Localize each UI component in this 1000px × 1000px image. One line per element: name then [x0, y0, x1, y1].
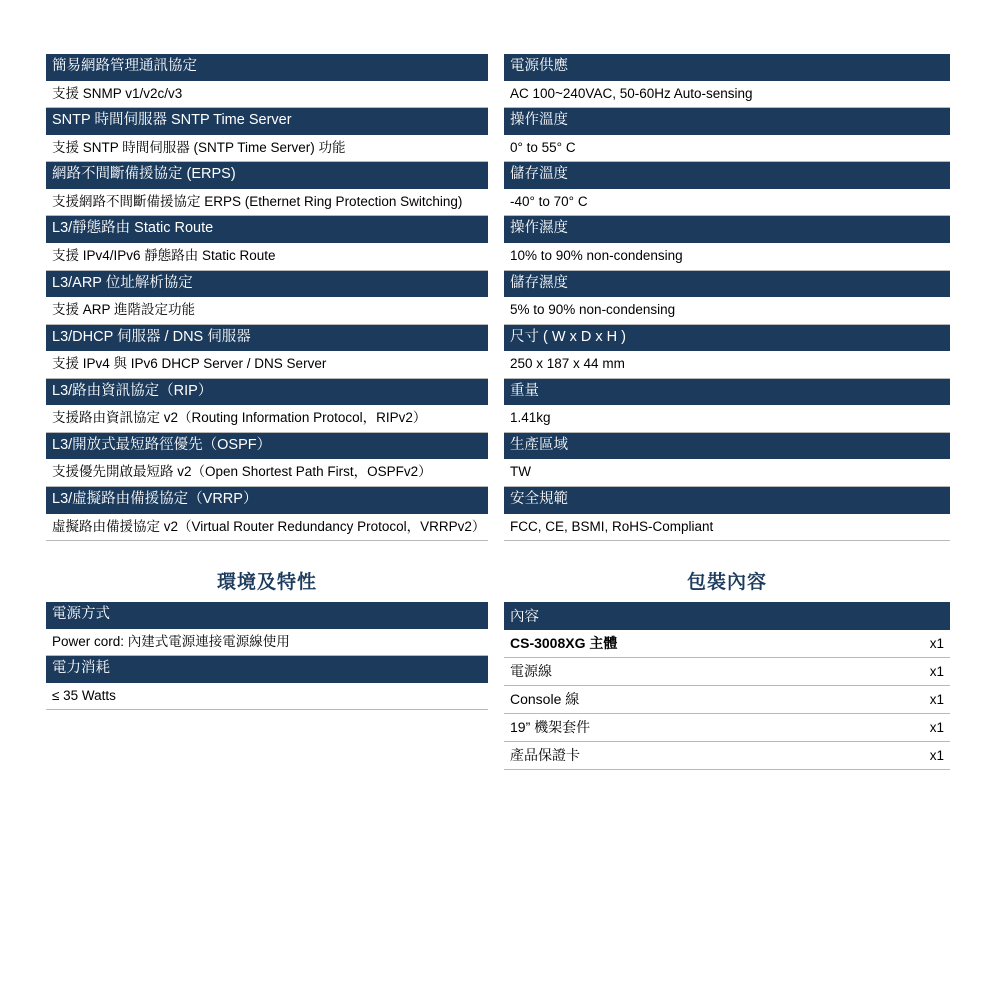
spec-value-text: FCC, CE, BSMI, RoHS-Compliant — [504, 514, 950, 541]
package-item-name: 電源線 — [504, 658, 878, 686]
package-item-qty: x1 — [878, 686, 950, 714]
spec-header-row — [504, 324, 950, 351]
spec-header-row — [504, 270, 950, 297]
spec-value-text: TW — [504, 459, 950, 486]
package-item-name: CS-3008XG 主體 — [504, 630, 878, 658]
spec-value-text: 0° to 55° C — [504, 135, 950, 162]
spec-header-label: L3/ARP 位址解析協定 — [46, 270, 488, 297]
package-item-name: Console 線 — [504, 686, 878, 714]
spec-value-text: 支援網路不間斷備援協定 ERPS (Ethernet Ring Protection Switching) — [46, 189, 488, 216]
spec-value-text: ≤ 35 Watts — [46, 683, 488, 710]
spec-header-row — [504, 487, 950, 514]
spec-header-label: 重量 — [504, 378, 950, 405]
spec-value-row — [46, 189, 488, 216]
spec-header-label: 操作濕度 — [504, 216, 950, 243]
spec-header-label: 尺寸 ( W x D x H ) — [504, 324, 950, 351]
spec-value-text: 支援優先開啟最短路 v2（Open Shortest Path First，OSPFv2） — [46, 459, 488, 486]
spec-value-text: 支援路由資訊協定 v2（Routing Information Protocol，RIPv2） — [46, 405, 488, 432]
spec-header-row — [46, 108, 488, 135]
spec-header-row — [46, 216, 488, 243]
spec-header-label: 電源供應 — [504, 54, 950, 81]
left-specs-column — [46, 54, 488, 710]
spec-header-row — [46, 602, 488, 629]
spec-value-row — [504, 351, 950, 378]
spec-value-row — [504, 514, 950, 541]
spec-value-row — [46, 243, 488, 270]
spec-value-text: 虛擬路由備援協定 v2（Virtual Router Redundancy Protocol，VRRPv2） — [46, 514, 488, 541]
package-item-qty: x1 — [878, 630, 950, 658]
spec-header-row — [46, 432, 488, 459]
spec-header-row — [46, 378, 488, 405]
spec-value-text: 支援 IPv4 與 IPv6 DHCP Server / DNS Server — [46, 351, 488, 378]
spec-header-row — [46, 656, 488, 683]
spec-value-text: 1.41kg — [504, 405, 950, 432]
spec-value-row — [46, 683, 488, 710]
spec-header-label: L3/DHCP 伺服器 / DNS 伺服器 — [46, 324, 488, 351]
table-row — [504, 742, 950, 770]
spec-header-label: 電源方式 — [46, 602, 488, 629]
spec-header-label: L3/開放式最短路徑優先（OSPF） — [46, 432, 488, 459]
right-specs-column — [504, 54, 950, 770]
environment-spec-table — [46, 602, 488, 710]
package-item-name: 產品保證卡 — [504, 742, 878, 770]
spec-header-label: 電力消耗 — [46, 656, 488, 683]
spec-header-row — [46, 324, 488, 351]
spec-value-row — [46, 81, 488, 108]
spec-header-label: L3/路由資訊協定（RIP） — [46, 378, 488, 405]
spec-header-row — [504, 54, 950, 81]
spec-value-text: 10% to 90% non-condensing — [504, 243, 950, 270]
table-row — [504, 714, 950, 742]
spec-value-row — [504, 243, 950, 270]
package-header-label: 內容 — [504, 602, 950, 630]
spec-value-row — [46, 351, 488, 378]
spec-value-row — [504, 135, 950, 162]
spec-value-row — [46, 629, 488, 656]
spec-value-row — [46, 459, 488, 486]
spec-header-label: 儲存溫度 — [504, 162, 950, 189]
spec-value-text: AC 100~240VAC, 50-60Hz Auto-sensing — [504, 81, 950, 108]
table-row — [504, 630, 950, 658]
package-item-qty: x1 — [878, 714, 950, 742]
spec-header-label: 網路不間斷備援協定 (ERPS) — [46, 162, 488, 189]
spec-header-label: SNTP 時間伺服器 SNTP Time Server — [46, 108, 488, 135]
right-spec-table — [504, 54, 950, 541]
table-row — [504, 686, 950, 714]
package-contents-table — [504, 602, 950, 770]
spec-header-label: L3/虛擬路由備援協定（VRRP） — [46, 487, 488, 514]
spec-header-label: 簡易網路管理通訊協定 — [46, 54, 488, 81]
spec-value-text: 支援 SNTP 時間伺服器 (SNTP Time Server) 功能 — [46, 135, 488, 162]
spec-header-row — [504, 162, 950, 189]
table-row — [504, 658, 950, 686]
left-spec-table — [46, 54, 488, 541]
spec-value-text: 支援 IPv4/IPv6 靜態路由 Static Route — [46, 243, 488, 270]
package-section-title: 包裝內容 — [686, 572, 767, 594]
spec-header-row — [504, 378, 950, 405]
spec-header-label: 儲存濕度 — [504, 270, 950, 297]
spec-header-label: 安全規範 — [504, 487, 950, 514]
spec-value-row — [46, 405, 488, 432]
spec-value-text: 支援 ARP 進階設定功能 — [46, 297, 488, 324]
spec-value-row — [504, 81, 950, 108]
package-header-row — [504, 602, 950, 630]
spec-header-label: 生產區域 — [504, 432, 950, 459]
environment-section-title: 環境及特性 — [216, 572, 317, 594]
spec-value-row — [46, 297, 488, 324]
spec-header-label: 操作溫度 — [504, 108, 950, 135]
spec-value-row — [504, 459, 950, 486]
spec-value-text: 支援 SNMP v1/v2c/v3 — [46, 81, 488, 108]
spec-header-label: L3/靜態路由 Static Route — [46, 216, 488, 243]
spec-value-row — [46, 514, 488, 541]
spec-header-row — [46, 270, 488, 297]
spec-value-text: 250 x 187 x 44 mm — [504, 351, 950, 378]
spec-value-text: Power cord: 內建式電源連接電源線使用 — [46, 629, 488, 656]
spec-value-text: -40° to 70° C — [504, 189, 950, 216]
spec-header-row — [46, 162, 488, 189]
spec-header-row — [46, 487, 488, 514]
spec-value-row — [504, 297, 950, 324]
environment-section — [46, 567, 488, 710]
spec-header-row — [504, 432, 950, 459]
spec-header-row — [504, 216, 950, 243]
spec-value-row — [504, 189, 950, 216]
spec-header-row — [46, 54, 488, 81]
package-item-name: 19” 機架套件 — [504, 714, 878, 742]
spec-header-row — [504, 108, 950, 135]
spec-value-text: 5% to 90% non-condensing — [504, 297, 950, 324]
spec-value-row — [46, 135, 488, 162]
spec-value-row — [504, 405, 950, 432]
package-item-qty: x1 — [878, 658, 950, 686]
package-item-qty: x1 — [878, 742, 950, 770]
package-section — [504, 567, 950, 770]
